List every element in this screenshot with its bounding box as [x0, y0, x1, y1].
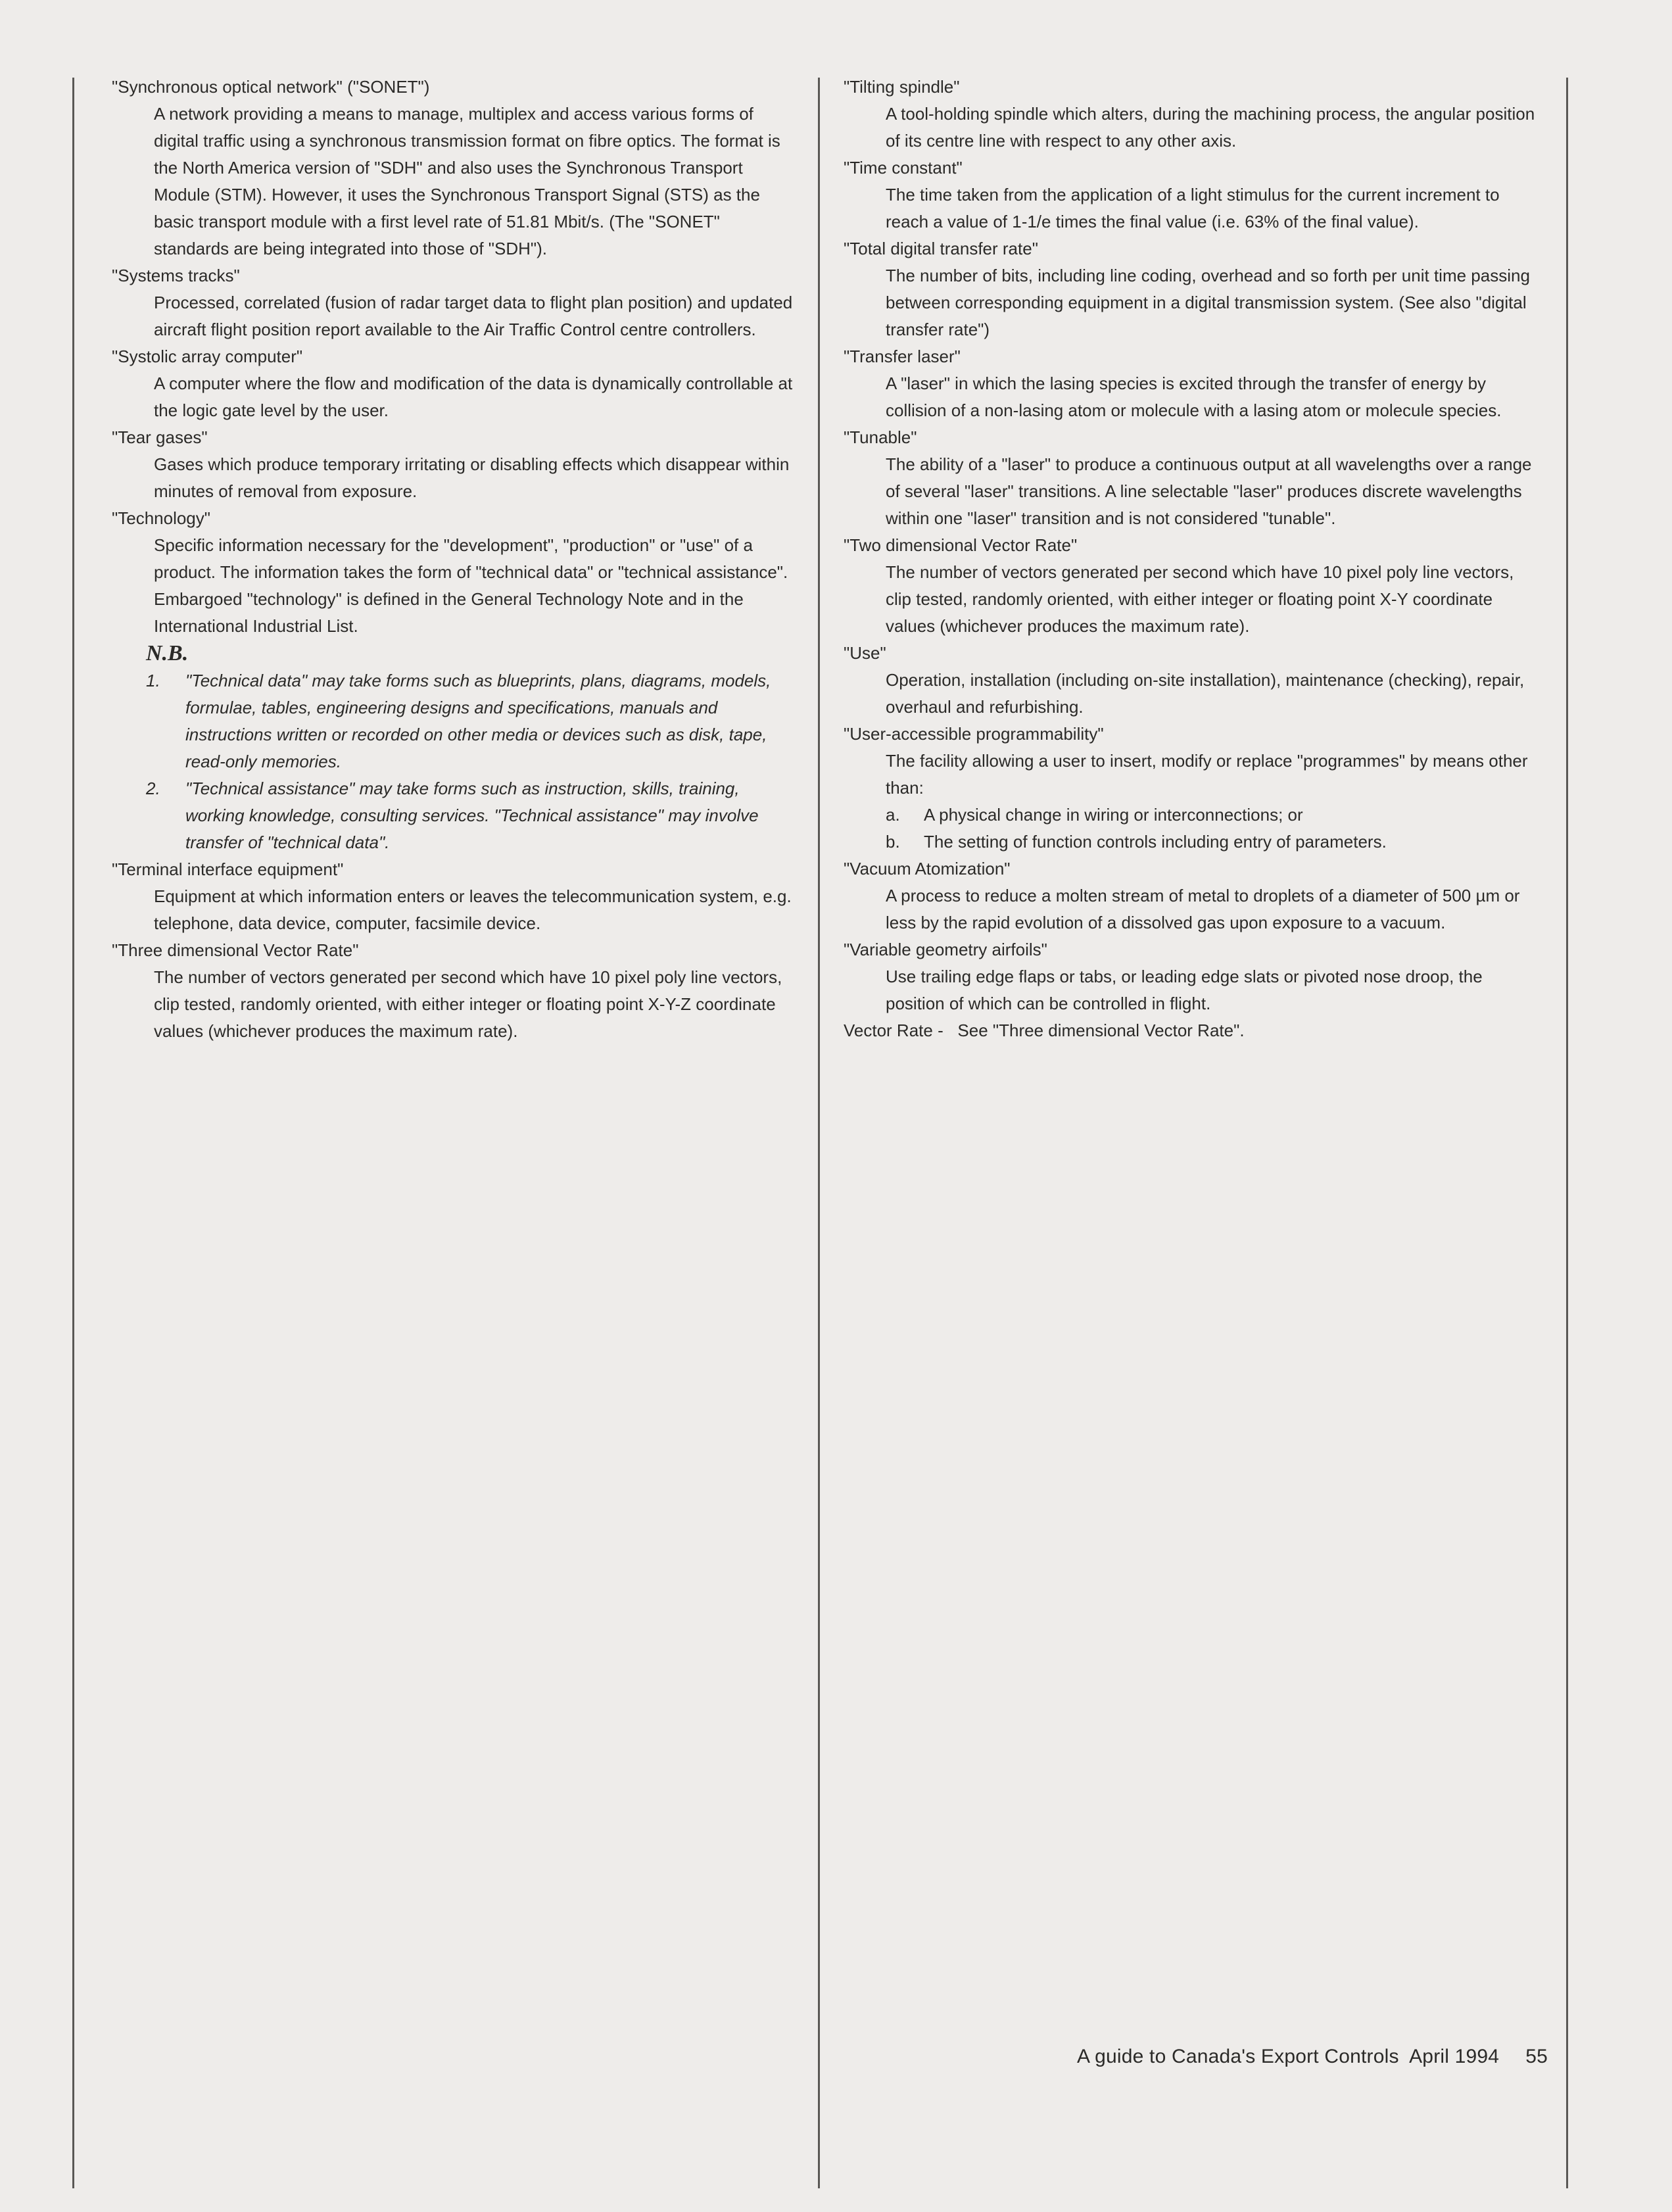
sub-list-item	[844, 802, 1541, 829]
definition-term: "Time constant"	[844, 158, 963, 178]
definition-term: "Tunable"	[844, 427, 917, 447]
definition-text: The number of bits, including line coding, overhead and so forth per unit time passing between corresponding equipment in a digital transmission system. (See also "digital transfer rate")	[886, 266, 1530, 339]
footer-title: A guide to Canada's Export Controls April 1994	[1077, 2046, 1500, 2067]
definition-text: The facility allowing a user to insert, modify or replace "programmes" by means other than:	[886, 751, 1528, 798]
definition-entry	[844, 74, 1541, 155]
definition-term: "Technology"	[112, 508, 210, 528]
definition-text: Specific information necessary for the "development", "production" or "use" of a product. The information takes the form of "technical data" or "technical assistance". Embargoed "technology" is defined in the General Technology Note and in the International Industrial List.	[154, 535, 788, 636]
definition-text: The time taken from the application of a light stimulus for the current increment to reach a value of 1-1/e times the final value (i.e. 63% of the final value).	[886, 185, 1500, 231]
definition-term: "Tilting spindle"	[844, 77, 960, 97]
definition-term: "Synchronous optical network" ("SONET")	[112, 77, 430, 97]
definition-term: "Two dimensional Vector Rate"	[844, 535, 1078, 555]
sub-list-item	[844, 829, 1541, 855]
definition-text: A process to reduce a molten stream of metal to droplets of a diameter of 500 µm or less by the rapid evolution of a dissolved gas upon exposure to a vacuum.	[886, 886, 1520, 932]
definition-entry	[112, 856, 796, 937]
definition-text: Processed, correlated (fusion of radar target data to flight plan position) and updated aircraft flight position report available to the Air Traffic Control centre controllers.	[154, 293, 793, 339]
definition-term: "Transfer laser"	[844, 347, 961, 366]
right-margin-rule	[1566, 78, 1568, 2188]
nb-item-number: 1.	[146, 671, 160, 690]
nb-item-text: "Technical data" may take forms such as blueprints, plans, diagrams, models, formulae, tables, engineering designs and specifications, manuals and instructions written or recorded on other media or devices such as disk, tape, read-only memories.	[185, 671, 771, 771]
definition-entry	[844, 424, 1541, 532]
sub-list-text: A physical change in wiring or interconnections; or	[924, 805, 1303, 825]
nb-heading: N.B.	[146, 641, 189, 665]
definition-entry	[844, 936, 1541, 1017]
sub-list-label: a.	[886, 805, 900, 825]
definition-text: Gases which produce temporary irritating or disabling effects which disappear within minutes of removal from exposure.	[154, 454, 790, 501]
definition-entry	[844, 640, 1541, 721]
right-column	[844, 74, 1541, 1044]
definition-entry	[112, 262, 796, 343]
left-margin-rule	[72, 78, 74, 2188]
definition-entry	[112, 343, 796, 424]
definition-text: The ability of a "laser" to produce a continuous output at all wavelengths over a range of several "laser" transitions. A line selectable "laser" produces discrete wavelengths within one "laser" transition and is not considered "tunable".	[886, 454, 1532, 528]
definition-term: "Tear gases"	[112, 427, 208, 447]
nb-item	[112, 667, 796, 775]
definition-entry	[112, 424, 796, 505]
definition-term: "Systems tracks"	[112, 266, 240, 285]
definition-term: "Systolic array computer"	[112, 347, 303, 366]
definition-entry	[112, 937, 796, 1045]
nb-item	[112, 775, 796, 856]
definition-term: "Three dimensional Vector Rate"	[112, 940, 359, 960]
definition-text: A network providing a means to manage, multiplex and access various forms of digital traffic using a synchronous transmission format on fibre optics. The format is the North America version of "SDH" and also uses the Synchronous Transport Module (STM). However, it uses the Synchronous Transport Signal (STS) as the basic transport module with a first level rate of 51.81 Mbit/s. (The "SONET" standards are being integrated into those of "SDH").	[154, 104, 780, 258]
definition-entry	[844, 155, 1541, 235]
definition-term: "Vacuum Atomization"	[844, 859, 1011, 878]
page-footer	[1077, 2046, 1548, 2068]
page-number: 55	[1525, 2046, 1548, 2067]
definition-text: Equipment at which information enters or leaves the telecommunication system, e.g. telephone, data device, computer, facsimile device.	[154, 886, 792, 933]
sub-list-text: The setting of function controls including entry of parameters.	[924, 832, 1387, 852]
definition-text: The number of vectors generated per second which have 10 pixel poly line vectors, clip tested, randomly oriented, with either integer or floating point X-Y-Z coordinate values (whichever produces the maximum rate).	[154, 967, 782, 1041]
definition-term: "Total digital transfer rate"	[844, 239, 1038, 258]
nb-item-text: "Technical assistance" may take forms such as instruction, skills, training, working knowledge, consulting services. "Technical assistance" may involve transfer of "technical data".	[185, 779, 759, 852]
definition-term: "Terminal interface equipment"	[112, 859, 344, 879]
definition-entry	[844, 343, 1541, 424]
definition-text: A computer where the flow and modification of the data is dynamically controllable at the logic gate level by the user.	[154, 373, 793, 420]
definition-entry	[112, 74, 796, 262]
definition-entry	[844, 855, 1541, 936]
definition-text: Use trailing edge flaps or tabs, or leading edge slats or pivoted nose droop, the position of which can be controlled in flight.	[886, 967, 1483, 1013]
definition-text: The number of vectors generated per second which have 10 pixel poly line vectors, clip tested, randomly oriented, with either integer or floating point X-Y coordinate values (whichever produces the maximum rate).	[886, 562, 1514, 636]
vector-rate-cross-reference: Vector Rate - See "Three dimensional Vector Rate".	[844, 1021, 1245, 1040]
definition-term: "User-accessible programmability"	[844, 724, 1104, 744]
left-column	[112, 74, 796, 1045]
definition-entry	[844, 532, 1541, 640]
definition-entry	[112, 505, 796, 640]
nb-item-number: 2.	[146, 779, 160, 798]
definition-term: "Variable geometry airfoils"	[844, 940, 1047, 959]
center-column-rule	[818, 78, 820, 2188]
definition-entry	[844, 721, 1541, 802]
definition-entry	[844, 235, 1541, 343]
definition-text: Operation, installation (including on-site installation), maintenance (checking), repair, overhaul and refurbishing.	[886, 670, 1525, 717]
sub-list-label: b.	[886, 832, 900, 852]
definition-text: A tool-holding spindle which alters, during the machining process, the angular position of its centre line with respect to any other axis.	[886, 104, 1535, 151]
definition-term: "Use"	[844, 643, 886, 663]
definition-text: A "laser" in which the lasing species is excited through the transfer of energy by collision of a non-lasing atom or molecule with a lasing atom or molecule species.	[886, 373, 1502, 420]
